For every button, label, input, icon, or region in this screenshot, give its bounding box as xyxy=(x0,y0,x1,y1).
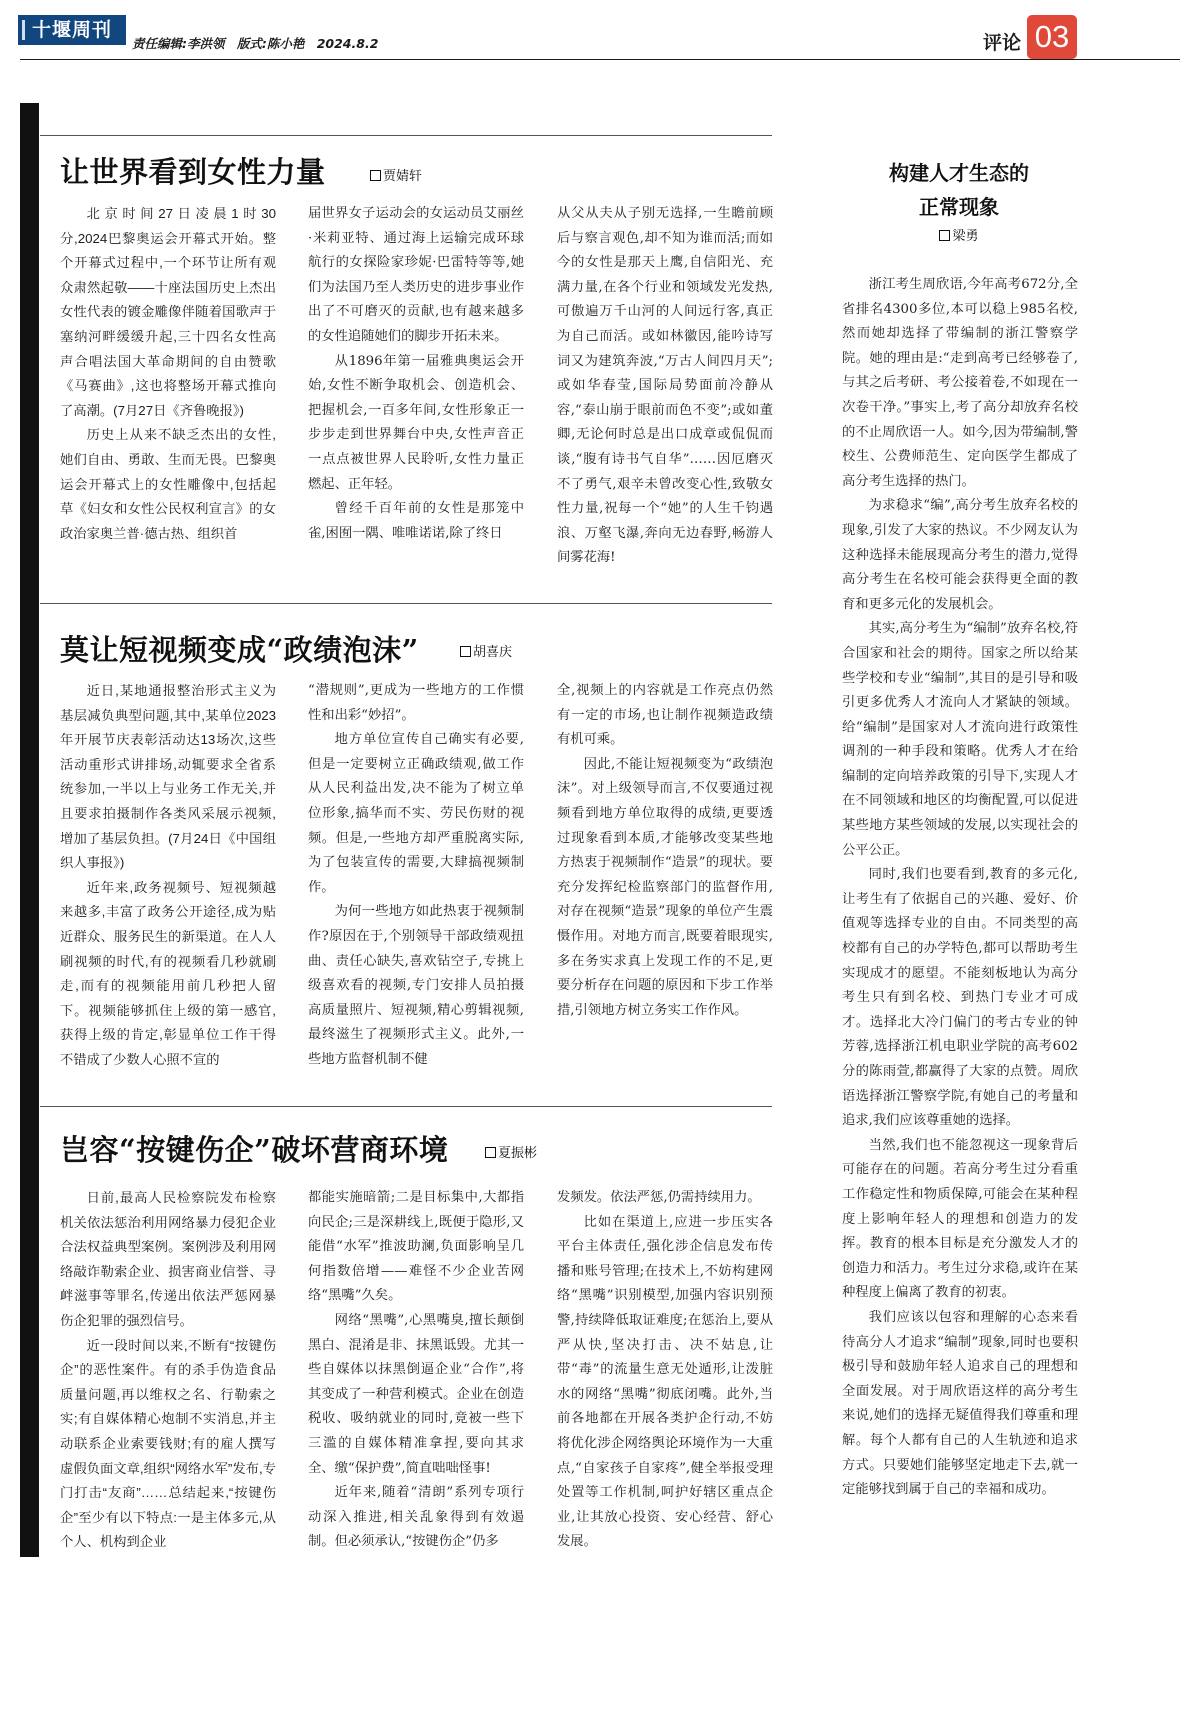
paragraph: 届世界女子运动会的女运动员艾丽丝·米莉亚特、通过海上运输完成环球航行的女探险家珍妮·巴雷特等等,她们为法国乃至人类历史的进步事业作出了不可磨灭的贡献,也有越来越多的女性追随她们的脚步开拓未来。 xyxy=(308,206,524,344)
paragraph: 从1896年第一届雅典奥运会开始,女性不断争取机会、创造机会、把握机会,一百多年间,女性形象正一步步走到世界舞台中央,女性声音正一点点被世界人民聆听,女性力量正燃起、正年轻。 xyxy=(308,353,524,492)
paragraph: 因此,不能让短视频变为“政绩泡沫”。对上级领导而言,不仅要通过视频看到地方单位取得的成绩,更要透过现象看到本质,才能够改变某些地方热衷于视频制作“造景”的现状。要充分发挥纪检监察部门的监督作用,对存在视频“造景”现象的单位产生震慑作用。对地方而言,既要着眼现实,多在务实求真上发现工作的不足,更要分析存在问题的原因和下步工作举措,引领地方树立务实工作作风。 xyxy=(557,756,773,1018)
article-divider xyxy=(40,603,772,604)
article-women-power xyxy=(40,135,773,566)
page-credits xyxy=(132,34,386,52)
article-title: 莫让短视频变成“政绩泡沫” xyxy=(60,633,419,667)
text-column xyxy=(308,1186,524,1555)
editor-credit: 责任编辑:李洪领 xyxy=(132,36,225,51)
paragraph: 近年来,政务视频号、短视频越来越多,丰富了政务公开途径,成为贴近群众、服务民生的新渠道。在人人刷视频的时代,有的视频看几秒就刷走,而有的视频能用前几秒把人留下。视频能够抓住上级的第一感官,获得上级的肯定,彰显单位工作干得不错成了少数人心照不宣的 xyxy=(60,879,276,1067)
issue-date: 2024.8.2 xyxy=(316,36,379,51)
paragraph: 从父从夫从子别无选择,一生瞻前顾后与察言观色,却不知为谁而活;而如今的女性是那天上鹰,自信阳光、充满力量,在各个行业和领域发光发热,可傲遍万千山河的人间远行客,真正为自己而活。或如林徽因,能吟诗写词又为建筑奔波,“万古人间四月天”;或如华春莹,国际局势面前冷静从容,“泰山崩于眼前而色不变”;或如董卿,无论何时总是出口成章或侃侃而谈,“腹有诗书气自华”……因厄磨灭不了勇气,艰辛未曾改变心性,致敬女性力量,祝每一个“她”的人生千钧遇浪、万壑飞瀑,奔向无边春野,畅游人间雾花海! xyxy=(557,206,773,566)
paragraph: 其实,高分考生为“编制”放弃名校,符合国家和社会的期待。国家之所以给某些学校和专业“编制”,其目的是引导和吸引更多优秀人才流向人才紧缺的领域。给“编制”是国家对人才流向进行政策性调剂的一种手段和策略。优秀人才在给编制的定向培养政策的引导下,实现人才在不同领域和地区的均衡配置,可以促进某些地方某些领域的发展,以实现社会的公平公正。 xyxy=(842,621,1078,858)
paragraph: 网络“黑嘴”,心黑嘴臭,擅长颠倒黑白、混淆是非、抹黑诋毁。尤其一些自媒体以抹黑倒逼企业“合作”,将其变成了一种营利模式。企业在创造税收、吸纳就业的同时,竟被一些下三滥的自媒体精准拿捏,要向其求全、缴“保护费”,简直咄咄怪事! xyxy=(308,1312,524,1476)
paragraph: 北京时间27日凌晨1时30分,2024巴黎奥运会开幕式开始。整个开幕式过程中,一个环节让所有观众肃然起敬——十座法国历史上杰出女性代表的镀金雕像伴随着国歌声于塞纳河畔缓缓升起,三十四名女性高声合唱法国大革命期间的自由赞歌《马赛曲》,这也将整场开幕式推向了高潮。(7月27日《齐鲁晚报》) xyxy=(60,206,276,418)
layout-credit: 版式:陈小艳 xyxy=(236,36,305,51)
sidebar-author: 梁勇 xyxy=(840,225,1078,244)
paragraph: 同时,我们也要看到,教育的多元化,让考生有了依据自己的兴趣、爱好、价值观等选择专业的自由。不同类型的高校都有自己的办学特色,都可以帮助考生实现成才的愿望。不能刻板地认为高分考生只有到名校、到热门专业才可成才。选择北大冷门偏门的考古专业的钟芳蓉,选择浙江机电职业学院的高考602分的陈雨萱,都赢得了大家的点赞。周欣语选择浙江警察学院,有她自己的考量和追求,我们应该尊重她的选择。 xyxy=(842,867,1078,1129)
text-column xyxy=(60,202,276,546)
text-column xyxy=(308,202,524,546)
text-column xyxy=(557,679,773,1023)
text-column xyxy=(557,1186,773,1555)
text-column xyxy=(308,679,524,1073)
paragraph: 地方单位宣传自己确实有必要,但是一定要树立正确政绩观,做工作从人民利益出发,决不能为了树立单位形象,搞华而不实、劳民伤财的视频。但是,一些地方却严重脱离实际,为了包装宣传的需要,大肆搞视频制作。 xyxy=(308,732,524,895)
paragraph: 发频发。依法严惩,仍需持续用力。 xyxy=(557,1190,761,1205)
paragraph: 近年来,随着“清朗”系列专项行动深入推进,相关乱象得到有效遏制。但必须承认,“按键伤企”仍多 xyxy=(308,1485,524,1550)
article-author: 贾婧轩 xyxy=(370,165,422,184)
paragraph: 都能实施暗箭;二是目标集中,大都指向民企;三是深耕线上,既便于隐形,又能借“水军”推波助澜,负面影响呈几何指数倍增——难怪不少企业苦网络“黑嘴”久矣。 xyxy=(308,1190,524,1304)
sidebar-title-line-2: 正常现象 xyxy=(919,195,999,219)
article-title: 让世界看到女性力量 xyxy=(60,155,326,189)
paragraph: 曾经千百年前的女性是那笼中雀,困囿一隅、唯唯诺诺,除了终日 xyxy=(308,501,524,541)
article-keyboard-harm xyxy=(40,1106,772,1556)
text-column xyxy=(60,1186,276,1555)
decorative-side-bar xyxy=(20,103,39,1557)
paragraph: 为求稳求“编”,高分考生放弃名校的现象,引发了大家的热议。不少网友认为这种选择未能展现高分考生的潜力,觉得高分考生在名校可能会获得更全面的教育和更多元化的发展机会。 xyxy=(842,498,1078,612)
masthead xyxy=(0,0,1200,60)
paragraph: 近一段时间以来,不断有“按键伤企”的恶性案件。有的杀手伪造食品质量问题,再以维权之名、行勒索之实;有自媒体精心炮制不实消息,并主动联系企业索要钱财;有的雇人撰写虚假负面文章,组织“网络水军”发布,专门打击“友商”……总结起来,“按键伤企”至少有以下特点:一是主体多元,从个人、机构到企业 xyxy=(60,1337,276,1550)
newspaper-logo: 十堰周刊 xyxy=(18,15,126,45)
paragraph: 历史上从来不缺乏杰出的女性,她们自由、勇敢、生而无畏。巴黎奥运会开幕式上的女性雕像中,包括起草《妇女和女性公民权利宣言》的女政治家奥兰普·德古热、组织首 xyxy=(60,427,276,541)
section-name: 评论 xyxy=(983,32,1022,54)
paragraph: 我们应该以包容和理解的心态来看待高分人才追求“编制”现象,同时也要积极引导和鼓励年轻人追求自己的理想和全面发展。对于周欣语这样的高分考生来说,她们的选择无疑值得我们尊重和理解。每个人都有自己的人生轨迹和追求方式。只要她们能够坚定地走下去,就一定能够找到属于自己的幸福和成功。 xyxy=(842,1309,1078,1498)
article-divider xyxy=(40,135,772,136)
page-number-badge: 03 xyxy=(1027,15,1077,59)
paragraph: “潜规则”,更成为一些地方的工作惯性和出彩“妙招”。 xyxy=(308,683,524,723)
paragraph: 为何一些地方如此热衷于视频制作?原因在于,个别领导干部政绩观扭曲、责任心缺失,喜欢钻空子,专挑上级喜欢看的视频,专门安排人员拍摄高质量照片、短视频,精心剪辑视频,最终滋生了视频形式主义。此外,一些地方监督机制不健 xyxy=(308,904,524,1067)
sidebar-body xyxy=(842,273,1078,1503)
paragraph: 浙江考生周欣语,今年高考672分,全省排名4300多位,本可以稳上985名校,然而她却选择了带编制的浙江警察学院。她的理由是:“走到高考已经够卷了,与其之后考研、考公接着卷,不如现在一次卷干净。”事实上,考了高分却放弃名校的不止周欣语一人。如今,因为带编制,警校生、公费师范生、定向医学生都成了高分考生选择的热门。 xyxy=(842,277,1078,489)
article-short-video xyxy=(40,603,772,1073)
article-divider xyxy=(40,1106,772,1107)
header-divider xyxy=(20,59,1180,60)
sidebar-title-line-1: 构建人才生态的 xyxy=(889,161,1029,185)
article-author: 夏振彬 xyxy=(485,1142,537,1161)
paragraph: 比如在渠道上,应进一步压实各平台主体责任,强化涉企信息发布传播和账号管理;在技术上,不妨构建网络“黑嘴”识别模型,加强内容识别预警,持续降低取证难度;在惩治上,要从严从快,坚决打击、决不姑息,让带“毒”的流量生意无处遁形,让泼脏水的网络“黑嘴”彻底闭嘴。此外,当前各地都在开展各类护企行动,不妨将优化涉企网络舆论环境作为一大重点,“自家孩子自家疼”,健全举报受理处置等工作机制,呵护好辖区重点企业,让其放心投资、安心经营、舒心发展。 xyxy=(557,1214,773,1550)
paragraph: 近日,某地通报整治形式主义为基层减负典型问题,其中,某单位2023年开展节庆表彰活动达13场次,这些活动重形式讲排场,动辄要求全省系统参加,一半以上与业务工作无关,并且要求拍摄制作各类风采展示视频,增加了基层负担。(7月24日《中国组织人事报》) xyxy=(60,683,276,871)
article-author: 胡喜庆 xyxy=(460,641,512,660)
text-column xyxy=(60,679,276,1073)
text-column xyxy=(557,202,773,571)
paragraph: 日前,最高人民检察院发布检察机关依法惩治利用网络暴力侵犯企业合法权益典型案例。案例涉及利用网络敲诈勒索企业、损害商业信誉、寻衅滋事等罪名,传递出依法严惩网暴伤企犯罪的强烈信号。 xyxy=(60,1190,276,1328)
paragraph: 全,视频上的内容就是工作亮点仍然有一定的市场,也让制作视频造政绩有机可乘。 xyxy=(557,683,773,748)
article-title: 岂容“按键伤企”破坏营商环境 xyxy=(60,1133,449,1167)
paragraph: 当然,我们也不能忽视这一现象背后可能存在的问题。若高分考生过分看重工作稳定性和物质保障,可能会在某种程度上影响年轻人的理想和创造力的发挥。教育的根本目标是充分激发人才的创造力和活力。考生过分求稳,或许在某种程度上偏离了教育的初衷。 xyxy=(842,1137,1078,1301)
